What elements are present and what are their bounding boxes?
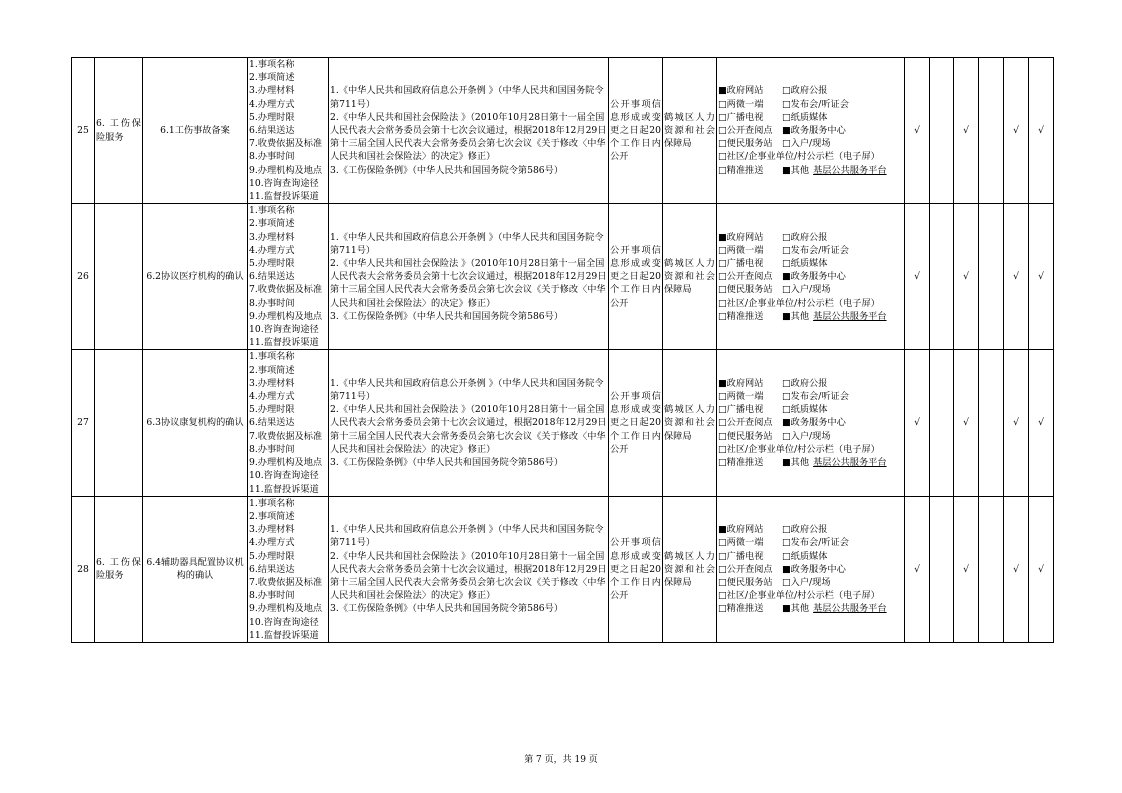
legal-basis-cell	[329, 496, 609, 642]
legal-basis-line: 1.《中华人民共和国政府信息公开条例 》（中华人民共和国国务院令第711号）	[330, 231, 604, 256]
channel-line	[718, 150, 903, 163]
tick-col-2-checkmark	[930, 58, 954, 204]
legal-basis-line: 3.《工伤保险条例》（中华人民共和国国务院令第586号）	[330, 164, 564, 176]
tick-col-3-checkmark: √	[954, 496, 979, 642]
content-line: 11.监督投诉渠道	[249, 629, 319, 641]
content-line: 10.咨询查询途径	[249, 177, 319, 189]
content-line: 6.结果送达	[249, 563, 295, 575]
content-line: 6.结果送达	[249, 271, 295, 283]
category-cell: 6. 工伤保险服务	[95, 496, 143, 642]
channel-line	[718, 283, 903, 296]
channel-line	[718, 270, 903, 283]
tick-col-3-checkmark: √	[954, 204, 979, 350]
time-limit-cell: 公开事项信息形成或变更之日起20个工作日内公开	[609, 350, 663, 496]
content-line: 2.事项简述	[249, 510, 295, 522]
agency-cell: 鹤城区人力资源和社会保障局	[663, 496, 717, 642]
legal-basis-cell	[329, 204, 609, 350]
tick-col-5-checkmark: √	[1004, 496, 1029, 642]
table-row	[72, 350, 1054, 496]
channel-option: □便民服务站	[718, 576, 773, 588]
channel-option: ■其他	[782, 457, 810, 469]
channels-cell	[717, 58, 905, 204]
page-footer: 第 7 页，共 19 页	[524, 755, 598, 765]
item-name-cell: 6.4辅助器具配置协议机构的确认	[143, 496, 248, 642]
content-line: 7.收费依据及标准	[249, 430, 323, 442]
legal-basis-line: 2.《中华人民共和国社会保险法 》（2010年10月28日第十一届全国人民代表大会常务委员会第十七次会议通过，根据2018年12月29日第十三届全国人民代表大会常务委员会第七次会议《关于修改〈中华人民共和国社会保险法〉的决定》修正）	[330, 404, 607, 455]
channel-option: □便民服务站	[718, 430, 773, 442]
channel-line	[718, 602, 903, 615]
channel-line	[718, 550, 903, 563]
content-line: 5.办理时限	[249, 550, 295, 562]
channel-option: □便民服务站	[718, 284, 773, 296]
channel-option: □社区/企事业单位/村公示栏（电子屏）	[718, 297, 880, 309]
channel-line	[718, 563, 903, 576]
channel-option: □社区/企事业单位/村公示栏（电子屏）	[718, 443, 880, 455]
legal-basis-cell	[329, 58, 609, 204]
row-number: 28	[72, 496, 95, 642]
channel-option: ■政务服务中心	[782, 125, 846, 137]
channel-option: □纸质媒体	[782, 258, 828, 270]
channel-option: □政府公报	[782, 524, 828, 536]
channel-line	[718, 377, 903, 390]
channels-cell	[717, 496, 905, 642]
channel-line	[718, 443, 903, 456]
content-line: 6.结果送达	[249, 125, 295, 137]
content-line: 4.办理方式	[249, 391, 295, 403]
channel-option: □政府公报	[782, 231, 828, 243]
time-limit-cell: 公开事项信息形成或变更之日起20个工作日内公开	[609, 496, 663, 642]
content-line: 7.收费依据及标准	[249, 284, 323, 296]
tick-col-2-checkmark	[930, 204, 954, 350]
channel-line	[718, 111, 903, 124]
tick-col-5-checkmark: √	[1004, 58, 1029, 204]
content-line: 10.咨询查询途径	[249, 616, 319, 628]
channel-line	[718, 257, 903, 270]
channel-line	[718, 137, 903, 150]
agency-cell: 鹤城区人力资源和社会保障局	[663, 58, 717, 204]
channel-option: □精准推送	[718, 457, 764, 469]
content-line: 9.办理机构及地点	[249, 164, 323, 176]
channel-option: □精准推送	[718, 164, 764, 176]
channel-line	[718, 98, 903, 111]
channel-option: 基层公共服务平台	[813, 310, 887, 322]
content-line: 3.办理材料	[249, 377, 295, 389]
legal-basis-line: 2.《中华人民共和国社会保险法 》（2010年10月28日第十一届全国人民代表大会常务委员会第十七次会议通过，根据2018年12月29日第十三届全国人民代表大会常务委员会第七次会议《关于修改〈中华人民共和国社会保险法〉的决定》修正）	[330, 258, 607, 309]
legal-basis-line: 1.《中华人民共和国政府信息公开条例 》（中华人民共和国国务院令第711号）	[330, 524, 604, 549]
channel-option: □入户/现场	[782, 430, 831, 442]
channel-option: □纸质媒体	[782, 404, 828, 416]
channel-option: □社区/企事业单位/村公示栏（电子屏）	[718, 590, 880, 602]
tick-col-1-checkmark: √	[905, 204, 930, 350]
tick-col-5-checkmark: √	[1004, 204, 1029, 350]
tick-col-2-checkmark	[930, 496, 954, 642]
table-row	[72, 496, 1054, 642]
content-line: 3.办理材料	[249, 524, 295, 536]
channel-option: ■其他	[782, 310, 810, 322]
channel-option: ■政府网站	[718, 377, 764, 389]
legal-basis-line: 2.《中华人民共和国社会保险法 》（2010年10月28日第十一届全国人民代表大会常务委员会第十七次会议通过，根据2018年12月29日第十三届全国人民代表大会常务委员会第七次会议《关于修改〈中华人民共和国社会保险法〉的决定》修正）	[330, 111, 607, 163]
tick-col-6-checkmark: √	[1029, 496, 1054, 642]
tick-col-6-checkmark: √	[1029, 204, 1054, 350]
legal-basis-line: 3.《工伤保险条例》（中华人民共和国国务院令第586号）	[330, 603, 564, 615]
content-line: 8.办事时间	[249, 297, 295, 309]
content-line: 4.办理方式	[249, 537, 295, 549]
item-name-cell: 6.2协议医疗机构的确认	[143, 204, 248, 350]
channel-option: □广播电视	[718, 550, 764, 562]
tick-col-4-checkmark	[979, 58, 1004, 204]
channel-option: ■政府网站	[718, 231, 764, 243]
content-line: 11.监督投诉渠道	[249, 191, 319, 203]
channel-option: □公开查阅点	[718, 125, 773, 137]
content-line: 7.收费依据及标准	[249, 576, 323, 588]
content-line: 5.办理时限	[249, 258, 295, 270]
content-line: 5.办理时限	[249, 111, 295, 123]
channel-option: ■政务服务中心	[782, 417, 846, 429]
tick-col-1-checkmark: √	[905, 496, 930, 642]
channel-line	[718, 416, 903, 429]
channel-option: □精准推送	[718, 310, 764, 322]
channel-line	[718, 164, 903, 177]
channel-option: □入户/现场	[782, 284, 831, 296]
channel-option: □广播电视	[718, 258, 764, 270]
content-line: 7.收费依据及标准	[249, 138, 323, 150]
content-line: 8.办事时间	[249, 443, 295, 455]
content-line: 2.事项简述	[249, 364, 295, 376]
content-line: 10.咨询查询途径	[249, 324, 319, 336]
channel-option: □精准推送	[718, 603, 764, 615]
channel-option: □公开查阅点	[718, 417, 773, 429]
content-line: 11.监督投诉渠道	[249, 337, 319, 349]
table-row	[72, 204, 1054, 350]
content-line: 1.事项名称	[249, 497, 295, 509]
row-number: 26	[72, 204, 95, 350]
time-limit-cell: 公开事项信息形成或变更之日起20个工作日内公开	[609, 58, 663, 204]
channel-option: □发布会/听证会	[782, 391, 849, 403]
channel-line	[718, 589, 903, 602]
agency-cell: 鹤城区人力资源和社会保障局	[663, 350, 717, 496]
channel-option: □公开查阅点	[718, 563, 773, 575]
agency-cell: 鹤城区人力资源和社会保障局	[663, 204, 717, 350]
table-row	[72, 58, 1054, 204]
content-line: 3.办理材料	[249, 231, 295, 243]
channel-option: □两微一端	[718, 244, 764, 256]
channel-option: ■政务服务中心	[782, 271, 846, 283]
tick-col-5-checkmark: √	[1004, 350, 1029, 496]
tick-col-6-checkmark: √	[1029, 350, 1054, 496]
category-cell	[95, 350, 143, 496]
tick-col-1-checkmark: √	[905, 350, 930, 496]
contents-cell	[248, 204, 329, 350]
row-number: 27	[72, 350, 95, 496]
item-name-cell: 6.1工伤事故备案	[143, 58, 248, 204]
channel-line	[718, 456, 903, 469]
channels-cell	[717, 204, 905, 350]
tick-col-3-checkmark: √	[954, 350, 979, 496]
tick-col-4-checkmark	[979, 496, 1004, 642]
channel-option: □广播电视	[718, 404, 764, 416]
channel-option: □发布会/听证会	[782, 537, 849, 549]
disclosure-table	[71, 57, 1054, 643]
channels-cell	[717, 350, 905, 496]
channel-option: ■其他	[782, 603, 810, 615]
channel-option: □两微一端	[718, 391, 764, 403]
content-line: 2.事项简述	[249, 218, 295, 230]
channel-option: ■政府网站	[718, 85, 764, 97]
content-line: 8.办事时间	[249, 590, 295, 602]
content-line: 9.办理机构及地点	[249, 310, 323, 322]
content-line: 2.事项简述	[249, 72, 295, 84]
channel-option: □纸质媒体	[782, 111, 828, 123]
content-line: 11.监督投诉渠道	[249, 483, 319, 495]
channel-option: □发布会/听证会	[782, 98, 849, 110]
channel-option: □入户/现场	[782, 576, 831, 588]
content-line: 1.事项名称	[249, 351, 295, 363]
channel-option: □社区/企事业单位/村公示栏（电子屏）	[718, 151, 880, 163]
content-line: 10.咨询查询途径	[249, 470, 319, 482]
channel-option: 基层公共服务平台	[813, 603, 887, 615]
channel-option: □政府公报	[782, 377, 828, 389]
item-name-cell: 6.3协议康复机构的确认	[143, 350, 248, 496]
channel-option: □纸质媒体	[782, 550, 828, 562]
contents-cell	[248, 58, 329, 204]
content-line: 8.办事时间	[249, 151, 295, 163]
content-line: 6.结果送达	[249, 417, 295, 429]
legal-basis-line: 1.《中华人民共和国政府信息公开条例 》（中华人民共和国国务院令第711号）	[330, 85, 604, 110]
channel-option: ■政务服务中心	[782, 563, 846, 575]
channel-line	[718, 84, 903, 97]
channel-option: □发布会/听证会	[782, 244, 849, 256]
content-line: 4.办理方式	[249, 244, 295, 256]
time-limit-cell: 公开事项信息形成或变更之日起20个工作日内公开	[609, 204, 663, 350]
tick-col-3-checkmark: √	[954, 58, 979, 204]
channel-line	[718, 297, 903, 310]
channel-option: 基层公共服务平台	[813, 457, 887, 469]
channel-line	[718, 430, 903, 443]
channel-line	[718, 310, 903, 323]
category-cell	[95, 204, 143, 350]
channel-option: □政府公报	[782, 85, 828, 97]
channel-option: □公开查阅点	[718, 271, 773, 283]
content-line: 9.办理机构及地点	[249, 603, 323, 615]
content-line: 1.事项名称	[249, 205, 295, 217]
channel-line	[718, 124, 903, 137]
channel-option: □两微一端	[718, 98, 764, 110]
legal-basis-line: 3.《工伤保险条例》（中华人民共和国国务院令第586号）	[330, 310, 564, 322]
channel-line	[718, 536, 903, 549]
content-line: 4.办理方式	[249, 98, 295, 110]
contents-cell	[248, 496, 329, 642]
channel-option: □便民服务站	[718, 138, 773, 150]
channel-line	[718, 523, 903, 536]
channel-option: □入户/现场	[782, 138, 831, 150]
category-cell: 6. 工伤保险服务	[95, 58, 143, 204]
channel-option: □两微一端	[718, 537, 764, 549]
legal-basis-cell	[329, 350, 609, 496]
channel-line	[718, 244, 903, 257]
channel-option: 基层公共服务平台	[813, 164, 887, 176]
tick-col-6-checkmark: √	[1029, 58, 1054, 204]
content-line: 5.办理时限	[249, 404, 295, 416]
tick-col-4-checkmark	[979, 350, 1004, 496]
channel-line	[718, 231, 903, 244]
channel-option: ■其他	[782, 164, 810, 176]
channel-line	[718, 403, 903, 416]
contents-cell	[248, 350, 329, 496]
channel-line	[718, 576, 903, 589]
content-line: 1.事项名称	[249, 59, 295, 70]
content-line: 3.办理材料	[249, 85, 295, 97]
channel-option: ■政府网站	[718, 524, 764, 536]
row-number: 25	[72, 58, 95, 204]
channel-option: □广播电视	[718, 111, 764, 123]
tick-col-4-checkmark	[979, 204, 1004, 350]
tick-col-2-checkmark	[930, 350, 954, 496]
legal-basis-line: 1.《中华人民共和国政府信息公开条例 》（中华人民共和国国务院令第711号）	[330, 377, 604, 403]
legal-basis-line: 2.《中华人民共和国社会保险法 》（2010年10月28日第十一届全国人民代表大会常务委员会第十七次会议通过，根据2018年12月29日第十三届全国人民代表大会常务委员会第七次会议《关于修改〈中华人民共和国社会保险法〉的决定》修正）	[330, 550, 607, 602]
tick-col-1-checkmark: √	[905, 58, 930, 204]
content-line: 9.办理机构及地点	[249, 457, 323, 469]
legal-basis-line: 3.《工伤保险条例》（中华人民共和国国务院令第586号）	[330, 457, 564, 469]
channel-line	[718, 390, 903, 403]
